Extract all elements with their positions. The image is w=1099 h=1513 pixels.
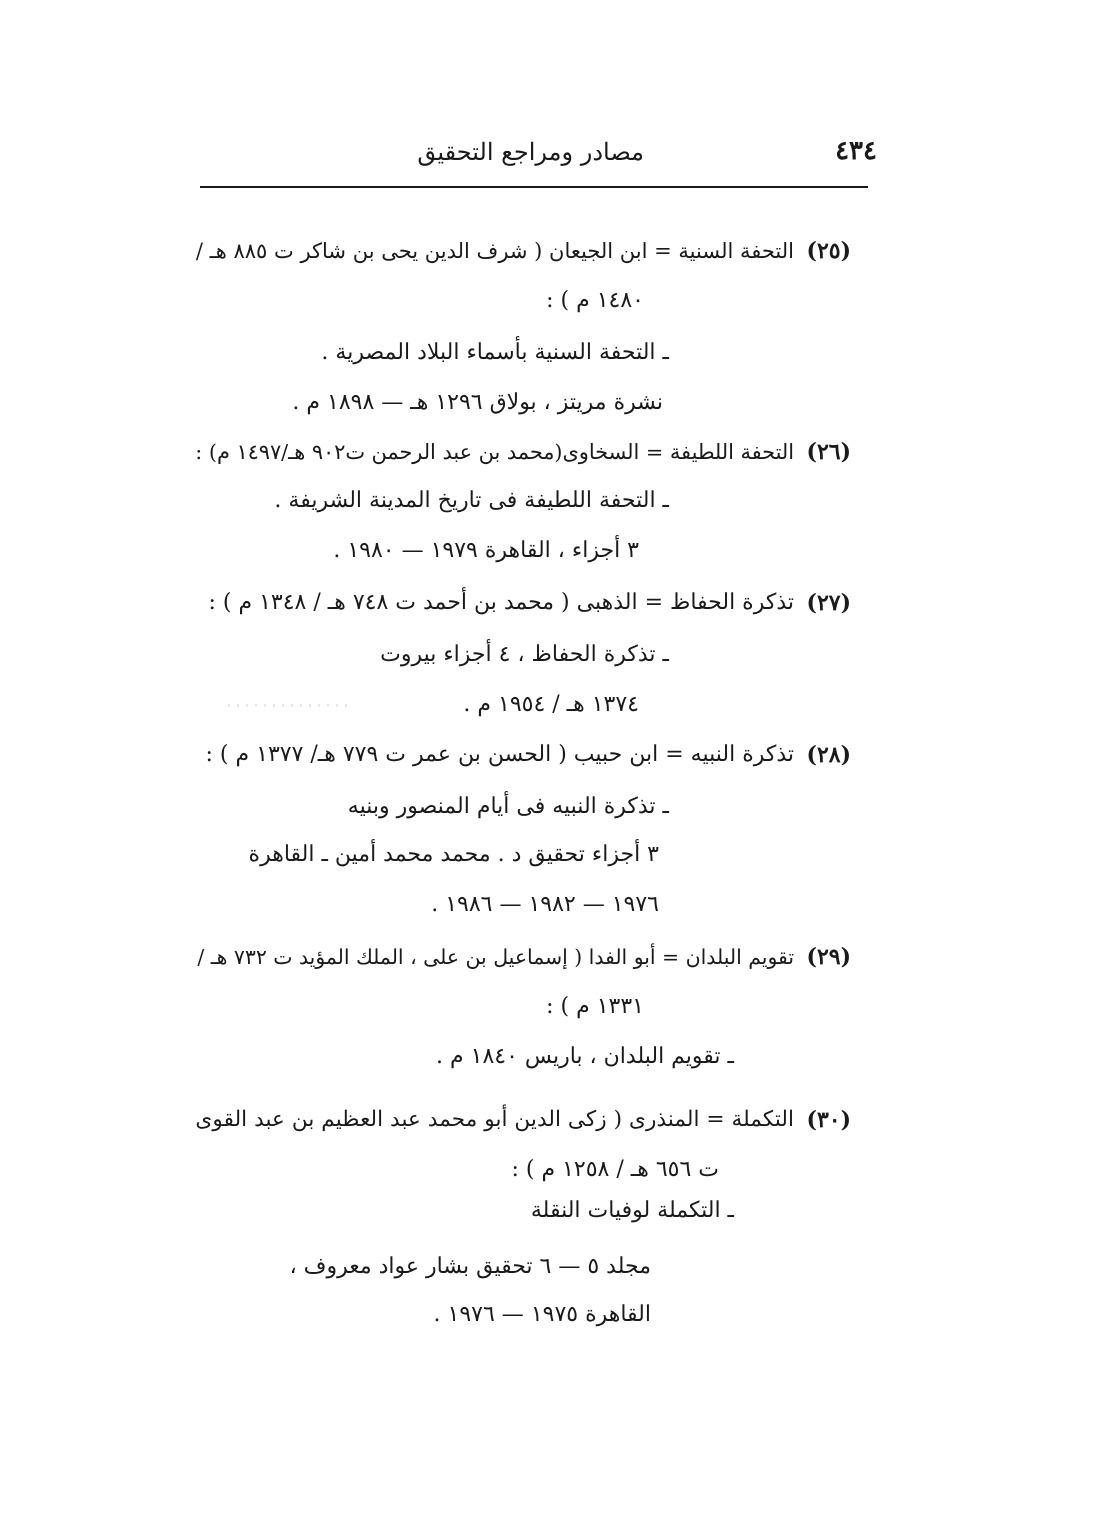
entry-heading-continuation: ت ٦٥٦ هـ / ١٢٥٨ م ) : [511,1157,719,1182]
entry-edition-line: ٣ أجزاء ، القاهرة ١٩٧٩ — ١٩٨٠ . [333,538,639,563]
entry-edition-line: مجلد ٥ — ٦ تحقيق بشار عواد معروف ، [289,1254,651,1279]
running-header-title: مصادر ومراجع التحقيق [417,138,644,166]
header-rule [200,186,868,188]
scan-artifact [228,704,348,707]
entry-work-line: ـ تذكرة النبيه فى أيام المنصور وبنيه [347,794,669,819]
entry-heading-continuation: ١٣٣١ م ) : [546,994,644,1019]
entry-work-line: ـ تذكرة الحفاظ ، ٤ أجزاء بيروت [380,642,669,667]
entry-number: (٣٠) [806,1107,851,1133]
entry-work-line: ـ تقويم البلدان ، باريس ١٨٤٠ م . [436,1044,734,1069]
entry-heading: تذكرة الحفاظ = الذهبى ( محمد بن أحمد ت ٧٤٨ هـ / ١٣٤٨ م ) : [208,590,794,615]
entry-work-line: ـ التكملة لوفيات النقلة [530,1198,734,1223]
entry-edition-line: ٣ أجزاء تحقيق د . محمد محمد أمين ـ القاهرة [248,842,659,867]
entry-work-line: ـ التحفة السنية بأسماء البلاد المصرية . [321,340,669,365]
entry-number: (٢٩) [806,944,851,970]
entry-edition-line: ١٣٧٤ هـ / ١٩٥٤ م . [463,692,639,717]
entry-work-line: ـ التحفة اللطيفة فى تاريخ المدينة الشريفة . [274,488,669,513]
entry-heading: التكملة = المنذرى ( زكى الدين أبو محمد عبد العظيم بن عبد القوى [195,1107,794,1132]
entry-heading: تذكرة النبيه = ابن حبيب ( الحسن بن عمر ت ٧٧٩ هـ/ ١٣٧٧ م ) : [205,742,794,767]
page-number: ٤٣٤ [835,136,877,166]
entry-heading-continuation: ١٤٨٠ م ) : [546,288,644,313]
entry-number: (٢٧) [806,590,851,616]
entry-edition-line: نشرة مريتز ، بولاق ١٢٩٦ هـ — ١٨٩٨ م . [292,390,663,415]
entry-heading: التحفة السنية = ابن الجيعان ( شرف الدين يحى بن شاكر ت ٨٨٥ هـ / [195,239,794,263]
entry-dates-line: القاهرة ١٩٧٥ — ١٩٧٦ . [433,1302,651,1327]
entry-heading: تقويم البلدان = أبو الفدا ( إسماعيل بن على ، الملك المؤيد ت ٧٣٢ هـ / [197,945,794,969]
entry-number: (٢٨) [806,742,851,768]
entry-dates-line: ١٩٧٦ — ١٩٨٢ — ١٩٨٦ . [431,892,659,917]
entry-number: (٢٥) [806,238,851,264]
entry-number: (٢٦) [806,439,851,465]
entry-heading: التحفة اللطيفة = السخاوى(محمد بن عبد الرحمن ت٩٠٢ هـ/١٤٩٧ م) : [195,440,794,464]
